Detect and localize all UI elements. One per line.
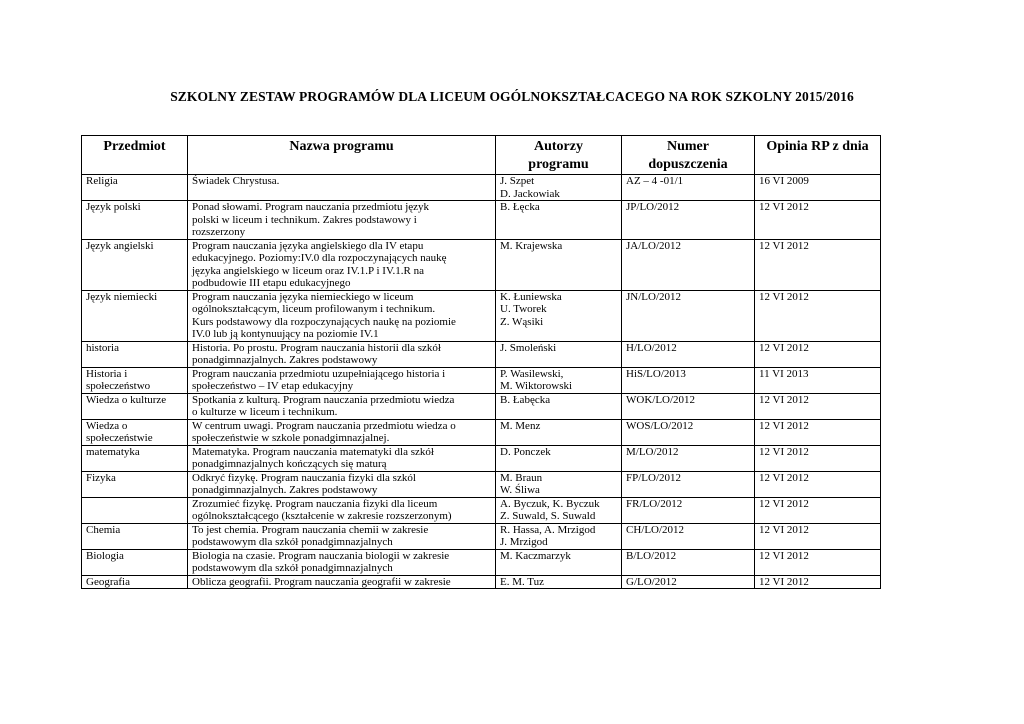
subject-line: matematyka bbox=[86, 445, 140, 458]
program-line: Program nauczania języka angielskiego dla IV etapu bbox=[192, 239, 424, 252]
program-line: społeczeństwo – IV etap edukacyjny bbox=[192, 380, 354, 392]
number-cell: AZ – 4 -01/1 bbox=[622, 175, 755, 201]
table-header-row bbox=[82, 136, 881, 175]
opinion-cell: 12 VI 2012 bbox=[755, 497, 881, 523]
number-cell: CH/LO/2012 bbox=[622, 523, 755, 549]
header-number: Numer dopuszczenia bbox=[622, 136, 755, 175]
table-row bbox=[82, 497, 881, 523]
number-cell: JP/LO/2012 bbox=[622, 201, 755, 240]
opinion-cell: 12 VI 2012 bbox=[755, 523, 881, 549]
opinion-cell: 12 VI 2012 bbox=[755, 201, 881, 240]
authors-cell bbox=[496, 575, 622, 589]
program-cell bbox=[188, 239, 496, 290]
program-cell bbox=[188, 575, 496, 589]
authors-cell bbox=[496, 393, 622, 419]
authors-line: B. Łabęcka bbox=[500, 393, 551, 406]
opinion-cell: 11 VI 2013 bbox=[755, 367, 881, 393]
subject-line: Wiedza o kulturze bbox=[86, 393, 167, 406]
subject-line: Język polski bbox=[86, 201, 141, 213]
program-line: ogólnokształcącym, liceum profilowanym i technikum. bbox=[192, 303, 436, 315]
subject-line: historia bbox=[86, 341, 119, 354]
subject-line: Język niemiecki bbox=[86, 290, 158, 303]
table-row bbox=[82, 419, 881, 445]
table-row bbox=[82, 239, 881, 290]
number-cell: FR/LO/2012 bbox=[622, 497, 755, 523]
authors-cell bbox=[496, 523, 622, 549]
program-line: ogólnokształcącego (kształcenie w zakresie rozszerzonym) bbox=[192, 510, 452, 522]
program-line: Program nauczania przedmiotu uzupełniającego historia i bbox=[192, 367, 446, 380]
page-title: SZKOLNY ZESTAW PROGRAMÓW DLA LICEUM OGÓLNOKSZTAŁCACEGO NA ROK SZKOLNY 2015/2016 bbox=[170, 89, 854, 104]
program-line: podstawowym dla szkół ponadgimnazjalnych bbox=[192, 562, 393, 574]
program-cell bbox=[188, 175, 496, 201]
table-row bbox=[82, 290, 881, 341]
authors-line: Z. Suwald, S. Suwald bbox=[500, 510, 596, 522]
program-line: W centrum uwagi. Program nauczania przedmiotu wiedza o bbox=[192, 419, 456, 432]
number-cell: JN/LO/2012 bbox=[622, 290, 755, 341]
authors-line: Z. Wąsiki bbox=[500, 315, 544, 328]
authors-cell bbox=[496, 341, 622, 367]
opinion-cell: 12 VI 2012 bbox=[755, 393, 881, 419]
subject-line: Wiedza o bbox=[86, 419, 128, 432]
program-line: Ponad słowami. Program nauczania przedmiotu język bbox=[192, 201, 430, 213]
table-row bbox=[82, 445, 881, 471]
program-line: Biologia na czasie. Program nauczania biologii w zakresie bbox=[192, 549, 450, 562]
program-line: Kurs podstawowy dla rozpoczynających naukę na poziomie bbox=[192, 315, 456, 328]
programs-table bbox=[81, 135, 881, 589]
header-subject: Przedmiot bbox=[82, 136, 188, 175]
program-cell bbox=[188, 367, 496, 393]
program-line: Zrozumieć fizykę. Program nauczania fizyki dla liceum bbox=[192, 497, 438, 510]
number-cell: G/LO/2012 bbox=[622, 575, 755, 589]
authors-cell bbox=[496, 497, 622, 523]
table-row bbox=[82, 201, 881, 240]
subject-cell bbox=[82, 290, 188, 341]
authors-line: D. Jackowiak bbox=[500, 187, 560, 200]
program-cell bbox=[188, 471, 496, 497]
subject-cell bbox=[82, 201, 188, 240]
opinion-cell: 12 VI 2012 bbox=[755, 471, 881, 497]
program-line: Program nauczania języka niemieckiego w liceum bbox=[192, 290, 414, 303]
subject-line: Biologia bbox=[86, 549, 124, 562]
program-cell bbox=[188, 523, 496, 549]
subject-cell bbox=[82, 175, 188, 201]
table-row bbox=[82, 175, 881, 201]
program-cell bbox=[188, 419, 496, 445]
table-row bbox=[82, 471, 881, 497]
program-cell bbox=[188, 445, 496, 471]
authors-line: R. Hassa, A. Mrzigod bbox=[500, 523, 596, 536]
number-cell: B/LO/2012 bbox=[622, 549, 755, 575]
table-row bbox=[82, 367, 881, 393]
authors-line: K. Łuniewska bbox=[500, 290, 562, 303]
program-cell bbox=[188, 549, 496, 575]
program-line: ponadgimnazjalnych. Zakres podstawowy bbox=[192, 354, 378, 366]
program-cell bbox=[188, 393, 496, 419]
authors-line: M. Menz bbox=[500, 419, 541, 432]
subject-cell bbox=[82, 393, 188, 419]
authors-line: M. Krajewska bbox=[500, 239, 563, 252]
authors-cell bbox=[496, 367, 622, 393]
subject-cell bbox=[82, 419, 188, 445]
number-cell: M/LO/2012 bbox=[622, 445, 755, 471]
program-line: Spotkania z kulturą. Program nauczania przedmiotu wiedza bbox=[192, 393, 455, 406]
authors-line: J. Smoleński bbox=[500, 341, 557, 354]
authors-cell bbox=[496, 175, 622, 201]
program-line: podstawowym dla szkół ponadgimnazjalnych bbox=[192, 536, 393, 548]
opinion-cell: 12 VI 2012 bbox=[755, 575, 881, 589]
subject-line: Religia bbox=[86, 175, 118, 187]
program-line: o kulturze w liceum i technikum. bbox=[192, 406, 338, 418]
authors-line: M. Braun bbox=[500, 471, 543, 484]
authors-line: J. Mrzigod bbox=[500, 536, 548, 548]
header-opinion: Opinia RP z dnia bbox=[755, 136, 881, 175]
authors-cell bbox=[496, 445, 622, 471]
program-cell bbox=[188, 290, 496, 341]
program-line: edukacyjnego. Poziomy:IV.0 dla rozpoczynających naukę bbox=[192, 252, 447, 264]
number-cell: FP/LO/2012 bbox=[622, 471, 755, 497]
opinion-cell: 12 VI 2012 bbox=[755, 239, 881, 290]
program-line: polski w liceum i technikum. Zakres podstawowy i bbox=[192, 213, 417, 226]
subject-line: społeczeństwie bbox=[86, 432, 153, 444]
authors-line: E. M. Tuz bbox=[500, 575, 545, 588]
program-line: Świadek Chrystusa. bbox=[192, 175, 280, 187]
program-cell bbox=[188, 341, 496, 367]
subject-cell bbox=[82, 549, 188, 575]
subject-cell bbox=[82, 367, 188, 393]
number-cell: WOS/LO/2012 bbox=[622, 419, 755, 445]
program-line: rozszerzony bbox=[192, 226, 246, 238]
authors-line: D. Ponczek bbox=[500, 445, 551, 458]
subject-line: Język angielski bbox=[86, 239, 154, 252]
authors-line: A. Byczuk, K. Byczuk bbox=[500, 497, 600, 510]
opinion-cell: 16 VI 2009 bbox=[755, 175, 881, 201]
subject-cell bbox=[82, 239, 188, 290]
program-line: społeczeństwie w szkole ponadgimnazjalnej. bbox=[192, 432, 390, 444]
number-cell: HiS/LO/2013 bbox=[622, 367, 755, 393]
program-line: To jest chemia. Program nauczania chemii w zakresie bbox=[192, 523, 429, 536]
program-cell bbox=[188, 497, 496, 523]
program-line: Matematyka. Program nauczania matematyki dla szkół bbox=[192, 445, 434, 458]
program-line: języka angielskiego w liceum oraz IV.1.P i IV.1.R na bbox=[192, 264, 424, 277]
subject-cell bbox=[82, 575, 188, 589]
subject-line: Fizyka bbox=[86, 471, 116, 484]
authors-cell bbox=[496, 419, 622, 445]
table-row bbox=[82, 575, 881, 589]
authors-line: B. Łęcka bbox=[500, 201, 540, 213]
subject-cell bbox=[82, 497, 188, 523]
opinion-cell: 12 VI 2012 bbox=[755, 341, 881, 367]
subject-cell bbox=[82, 341, 188, 367]
header-program: Nazwa programu bbox=[188, 136, 496, 175]
program-line: Historia. Po prostu. Program nauczania historii dla szkół bbox=[192, 341, 441, 354]
number-cell: JA/LO/2012 bbox=[622, 239, 755, 290]
authors-cell bbox=[496, 201, 622, 240]
subject-line: społeczeństwo bbox=[86, 380, 151, 392]
authors-cell bbox=[496, 549, 622, 575]
authors-line: M. Kaczmarzyk bbox=[500, 549, 571, 562]
table-row bbox=[82, 393, 881, 419]
program-line: Oblicza geografii. Program nauczania geografii w zakresie bbox=[192, 575, 451, 588]
number-cell: H/LO/2012 bbox=[622, 341, 755, 367]
program-line: ponadgimnazjalnych. Zakres podstawowy bbox=[192, 484, 378, 496]
program-line: IV.0 lub ją kontynuujący na poziomie IV.1 bbox=[192, 328, 379, 340]
authors-cell bbox=[496, 239, 622, 290]
opinion-cell: 12 VI 2012 bbox=[755, 445, 881, 471]
number-cell: WOK/LO/2012 bbox=[622, 393, 755, 419]
table-row bbox=[82, 549, 881, 575]
subject-cell bbox=[82, 445, 188, 471]
table-row bbox=[82, 523, 881, 549]
subject-line: Historia i bbox=[86, 367, 128, 380]
program-line: Odkryć fizykę. Program nauczania fizyki dla szkól bbox=[192, 471, 416, 484]
program-line: ponadgimnazjalnych kończących się maturą bbox=[192, 458, 387, 470]
subject-cell bbox=[82, 471, 188, 497]
authors-line: U. Tworek bbox=[500, 303, 547, 315]
opinion-cell: 12 VI 2012 bbox=[755, 549, 881, 575]
subject-cell bbox=[82, 523, 188, 549]
authors-line: W. Śliwa bbox=[500, 484, 540, 496]
authors-line: P. Wasilewski, bbox=[500, 367, 564, 380]
program-line: podbudowie III etapu edukacyjnego bbox=[192, 277, 351, 289]
program-cell bbox=[188, 201, 496, 240]
authors-cell bbox=[496, 290, 622, 341]
header-authors: Autorzy programu bbox=[496, 136, 622, 175]
opinion-cell: 12 VI 2012 bbox=[755, 419, 881, 445]
subject-line: Chemia bbox=[86, 523, 121, 536]
table-row bbox=[82, 341, 881, 367]
authors-cell bbox=[496, 471, 622, 497]
subject-line: Geografia bbox=[86, 575, 130, 588]
authors-line: M. Wiktorowski bbox=[500, 380, 573, 392]
opinion-cell: 12 VI 2012 bbox=[755, 290, 881, 341]
authors-line: J. Szpet bbox=[500, 175, 535, 187]
